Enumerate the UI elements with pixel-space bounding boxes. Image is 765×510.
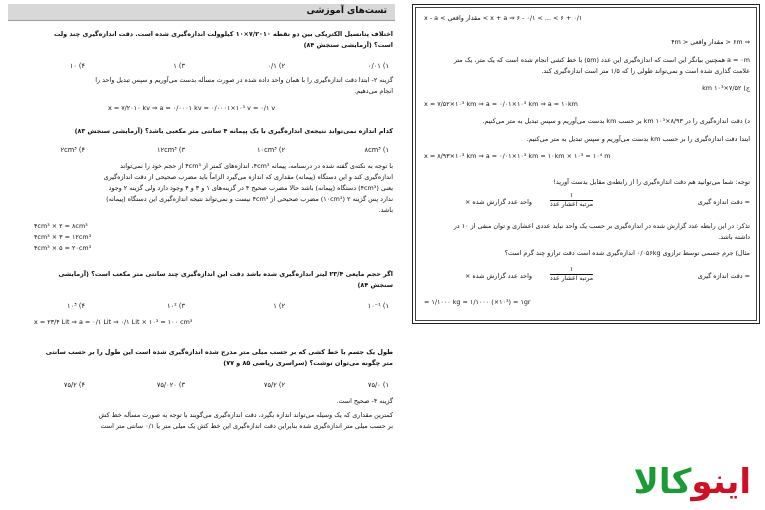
q4-answer-line2: بر حسب میلی متر اندازه‌گیری شده بنابراین دقت اندازه‌گیری این خط کش یک میلی متر یا ۰/۱ سانتی متر است bbox=[100, 422, 393, 430]
q1-option-4: ۴) ۱۰ bbox=[69, 62, 85, 70]
q4-answer-intro: گزینه ۴- صحیح است. bbox=[336, 397, 393, 405]
q2-answer-line2: اندازه‌گیری کند و این دستگاه (پیمانه) مقداری که اندازه می‌گیرد الزاماً باید مضرب صحیحی از دقت اندازه‌گیری bbox=[103, 173, 393, 181]
q1-option-2: ۲) ۰/۱ bbox=[267, 62, 285, 70]
q2-option-1: ۱) ۸cm³ bbox=[364, 146, 389, 154]
right-equation-3: = ۱/۱۰۰۰ kg = ۱/۱۰۰۰ (×۱۰³) = ۱gr bbox=[424, 298, 531, 306]
q1-answer-line1: گزینه ۲- ابتدا دقت اندازه‌گیری را با همان واحد داده شده در صورت مسأله بدست می‌آوریم و سپس تبدیل واحد را bbox=[95, 76, 393, 84]
q4-option-1: ۱) ۷۵/۰ bbox=[367, 381, 389, 389]
q2-answer-line4: ندارد پس گزینه ۲ (۱۰cm³) مضرب صحیحی از ۴cm³ نیست و نمی‌تواند نتیجه اندازه‌گیری این دستگاه (پیمانه) bbox=[106, 195, 393, 203]
q3-title: اگر حجم مایعی ۲۳/۴ لیتر اندازه‌گیری شده باشد دقت این اندازه‌گیری چند سانتی متر مکعب است؟ (آزمایشی bbox=[58, 270, 393, 278]
right-line-11: مثال) جرم جسمی توسط ترازوی ۰/۰۵۶kg اندازه‌گیری شده است دقت ترازو چند گرم است؟ bbox=[504, 249, 750, 257]
q2-option-3: ۳) ۱۲cm³ bbox=[157, 146, 185, 154]
watermark-part-2: کالا bbox=[633, 462, 692, 502]
formula-2-denominator: مرتبه اعشار عدد bbox=[550, 275, 594, 282]
formula-1-denominator: مرتبه اعشار عدد bbox=[550, 201, 594, 208]
q2-answer-line3: یعنی (۴cm³) دستگاه (پیمانه) باشد حالا مضرب صحیح ۴ در گزینه‌های ۱ و ۳ و ۴ وجود دارد ولی گزینه ۲ وجود bbox=[108, 184, 393, 192]
formula-2-numerator: ۱ bbox=[550, 266, 593, 275]
section-title: تست‌های آموزشی bbox=[306, 6, 387, 16]
q3-option-1: ۱) ۱۰⁻¹ bbox=[367, 302, 389, 310]
formula-1-numerator: ۱ bbox=[550, 192, 593, 201]
formula-2-right: = دقت اندازه گیری bbox=[697, 272, 750, 280]
formula-1-left: واحد عدد گزارش شده × bbox=[465, 198, 532, 206]
q1-title-line2: است؟ (آزمایشی سنجش ۸۴) bbox=[303, 41, 393, 49]
q4-option-3: ۳) ۷۵/۰۲۰ bbox=[156, 381, 185, 389]
formula-1-fraction bbox=[550, 192, 593, 209]
q3-option-4: ۴) ۱۰³ bbox=[67, 302, 85, 310]
q1-title: اختلاف پتانسیل الکتریکی بین دو نقطه ۷/۲۰۱۰×۱۰ کیلوولت اندازه‌گیری شده است. دقت اندازه‌گیری چند ولت bbox=[54, 30, 393, 38]
q4-option-2: ۲) ۷۵/۲ bbox=[263, 381, 285, 389]
q3-equation: x = ۲۳/۴ Lit ⇒ a = ۰/۱ Lit ⇒ ۰/۱ Lit × ۱۰³ = ۱۰۰ cm³ bbox=[34, 318, 193, 326]
q2-answer-line5: باشد. bbox=[378, 206, 393, 214]
q4-option-4: ۴) ۷۵/۲ bbox=[63, 381, 85, 389]
right-line-9: تذکر: در این رابطه عدد گزارش شده در اندازه‌گیری بر حسب یک واحد نباید عددی اعشاری و توان منفی از ۱۰ در bbox=[453, 222, 750, 230]
watermark-part-1: اینو bbox=[691, 462, 751, 502]
right-equation-2: x = ۸/۹۳×۱۰³ km ⇒ a = ۰/۰۱×۱۰³ km = ۱۰km × ۱۰³ = ۱۰⁴ m bbox=[424, 152, 611, 160]
right-line-4: علامت گذاری شده است و نمی‌تواند طولی را که ۱/۵ متر است اندازه‌گیری کند. bbox=[541, 67, 750, 75]
q4-title-line2: متر چگونه می‌توان نوشت؟ (سراسری ریاضی ۸۵ و ۷۷) bbox=[223, 359, 393, 367]
q4-answer-line1: کمترین مقداری که یک وسیله می‌تواند اندازه بگیرد، دقت اندازه‌گیری می‌گویند با توجه به صورت مسأله خط کش bbox=[98, 411, 393, 419]
right-line-10: داشته باشد. bbox=[718, 233, 750, 241]
q1-equation: x = ۷/۲۰۱۰ kv ⇒ a = ۰/۰۰۰۱ kv = ۰/۰۰۰۱×۱۰³ v = ۰/۱ v bbox=[108, 104, 276, 112]
q4-title: طول یک جسم با خط کشی که بر حسب میلی متر مدرج شده اندازه‌گیری شده است این طول را بر حسب سانتی bbox=[45, 348, 393, 356]
q2-calc-3: ۴cm³ × ۵ = ۲۰cm³ bbox=[34, 244, 92, 252]
q2-calc-2: ۴cm³ × ۳ = ۱۲cm³ bbox=[34, 233, 92, 241]
q2-answer-line1: با توجه به نکته‌ی گفته شده در درسنامه، پیمانه ۴cm³، اندازه‌های کمتر از ۴cm³ از حجم خود را نمی‌تواند bbox=[120, 162, 393, 170]
q2-option-4: ۴) ۲cm³ bbox=[60, 146, 85, 154]
formula-2-fraction bbox=[550, 266, 593, 283]
right-column bbox=[410, 0, 762, 510]
q2-option-2: ۲) ۱۰cm³ bbox=[257, 146, 285, 154]
right-line-8: توجه: شما می‌توانید هم دقت اندازه‌گیری را از رابطه‌ی مقابل بدست آورید! bbox=[553, 178, 750, 186]
q1-option-1: ۱) ۰/۰۱ bbox=[367, 62, 389, 70]
right-line-2: ⇒ ۶m < مقدار واقعی < ۴m bbox=[671, 38, 750, 46]
right-line-7: ابتدا دقت اندازه‌گیری را بر حسب km بدست می‌آوریم و سپس تبدیل به متر می‌کنیم. bbox=[526, 135, 750, 143]
left-column bbox=[8, 0, 403, 510]
formula-1-right: = دقت اندازه گیری bbox=[697, 198, 750, 206]
q3-option-2: ۲) ۱ bbox=[273, 302, 285, 310]
brand-watermark-logo bbox=[634, 462, 751, 502]
q1-option-3: ۳) ۱ bbox=[173, 62, 185, 70]
right-line-6: د) دقت اندازه‌گیری را در ۸/۹۳×۱۰³ km بر حسب km بدست می‌آوریم و سپس تبدیل به متر می‌کنیم. bbox=[482, 117, 750, 125]
right-line-5: ج) ۷/۵۲×۱۰³ km bbox=[702, 84, 750, 92]
q1-answer-line2: انجام می‌دهیم. bbox=[354, 87, 393, 95]
right-line-1: x - a < مقدار واقعی < x + a ⇒ ۶ - ۰/۱ < ... < ۶ + ۰/۱ bbox=[424, 14, 583, 22]
q3-option-3: ۳) ۱۰² bbox=[167, 302, 185, 310]
q2-calc-1: ۴cm³ × ۲ = ۸cm³ bbox=[34, 222, 88, 230]
q2-title: کدام اندازه نمی‌تواند نتیجه‌ی اندازه‌گیری با یک پیمانه ۴ سانتی متر مکعبی باشد؟ (آزمایشی سنجش ۸۳) bbox=[74, 127, 393, 135]
formula-2-left: واحد عدد گزارش شده × bbox=[465, 272, 532, 280]
right-equation-1: x = ۷/۵۲×۱۰³ km ⇒ a = ۰/۰۱×۱۰³ km ⇒ a = ۱۰km bbox=[424, 100, 578, 108]
q3-title-line2: سنجش ۸۴) bbox=[357, 281, 393, 289]
right-line-3: a = ۰m همچنین بیانگر این است که اندازه‌گیری این عدد (۵m) با خط کشی انجام شده است که یک متر، یک متر bbox=[453, 56, 750, 64]
